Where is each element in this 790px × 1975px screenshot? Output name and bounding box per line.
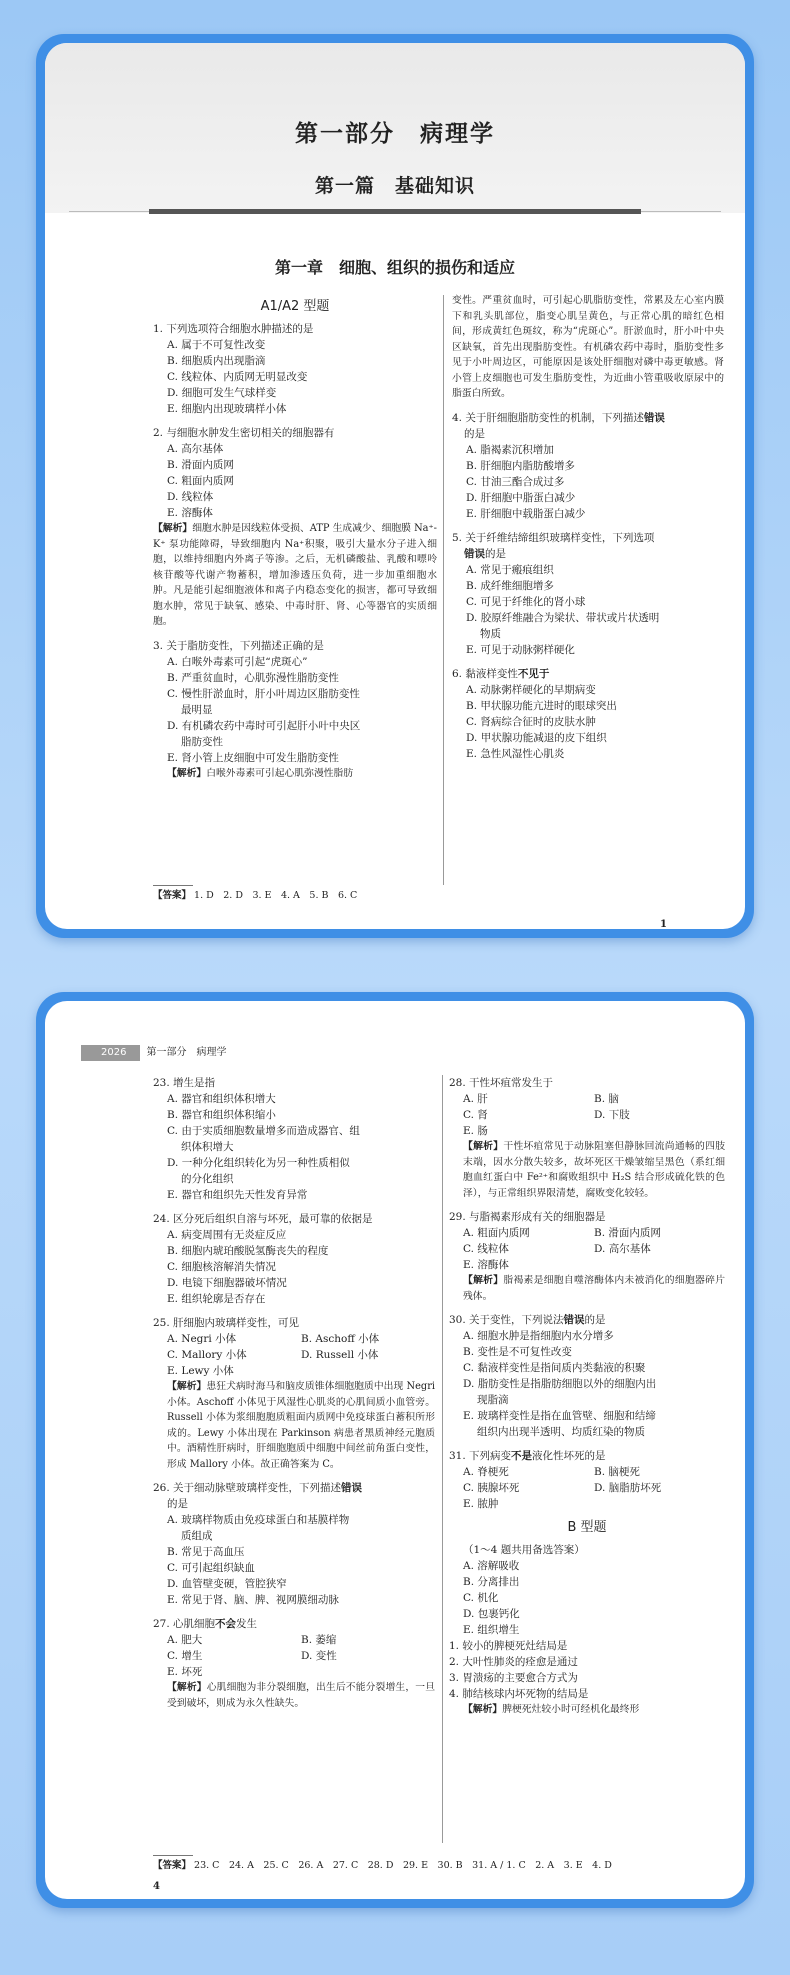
question-stem: 1. 下列选项符合细胞水肿描述的是 [153, 323, 314, 335]
option: E. 细胞内出现玻璃样小体 [167, 403, 287, 415]
explanation-label: 【解析】 [463, 1141, 504, 1152]
answer-label: 【答案】 [153, 890, 192, 901]
option: E. 组织增生 [463, 1624, 520, 1636]
section-title: 第一篇 基础知识 [314, 175, 475, 197]
option-continued: 脂肪变性 [181, 735, 223, 748]
option: B. 细胞质内出现脂滴 [167, 355, 266, 367]
option-continued: 物质 [480, 627, 501, 640]
option: A. 肝 [463, 1093, 488, 1105]
option: D. 包裹钙化 [463, 1608, 520, 1620]
option: A. 脊梗死 [463, 1466, 509, 1478]
question-24 [153, 1211, 435, 1307]
option: A. 玻璃样物质由免疫球蛋白和基膜样物 [167, 1514, 350, 1526]
option: C. 慢性肝淤血时，肝小叶周边区脂肪变性 [167, 687, 360, 700]
option: B. 成纤维细胞增多 [466, 579, 554, 592]
explanation-text: 心肌细胞为非分裂细胞，出生后不能分裂增生，一旦受到破坏，则成为永久性缺失。 [167, 1682, 436, 1709]
option: D. 变性 [301, 1650, 337, 1662]
option: B. 萎缩 [301, 1634, 337, 1646]
question-stem: 5. 关于纤维结缔组织玻璃样变性，下列选项 [452, 531, 655, 544]
option: C. 线粒体 [463, 1243, 509, 1255]
question-stem: 3. 关于脂肪变性，下列描述正确的是 [153, 639, 324, 652]
header-year: 2026 [81, 1045, 140, 1061]
question-25 [153, 1315, 435, 1472]
option: C. 肾 [463, 1109, 488, 1121]
option: E. 器官和组织先天性发育异常 [167, 1189, 308, 1201]
left-column [153, 295, 437, 789]
option: C. 黏液样变性是指间质内类黏液的积聚 [463, 1362, 646, 1374]
option: E. 溶酶体 [167, 507, 213, 519]
option: D. 有机磷农药中毒时可引起肝小叶中央区 [167, 719, 361, 732]
option: A. 常见于瘢痕组织 [466, 563, 554, 576]
question-5 [452, 530, 724, 658]
option: E. 可见于动脉粥样硬化 [466, 643, 575, 656]
option: D. 线粒体 [167, 491, 214, 503]
header-part: 第一部分 病理学 [146, 1047, 227, 1058]
option: C. 增生 [167, 1650, 203, 1662]
option: B. 脑 [594, 1093, 619, 1105]
page-number: 1 [660, 919, 667, 929]
explanation [449, 1139, 725, 1201]
option: E. 玻璃样变性是指在血管壁、细胞和结缔 [463, 1410, 656, 1422]
option: B. 滑面内质网 [167, 459, 234, 471]
page-sheet-2 [45, 1001, 745, 1899]
question-31 [449, 1448, 725, 1512]
question-stem [153, 1616, 435, 1632]
explanation-text: 脾梗死灶较小时可经机化最终形 [502, 1704, 640, 1715]
option: D. 电镜下细胞器破坏情况 [167, 1277, 287, 1289]
option: B. 变性是不可复性改变 [463, 1346, 572, 1358]
answer-rule [153, 885, 193, 886]
option: D. 细胞可发生气球样变 [167, 387, 277, 399]
option: A. 病变周围有无炎症反应 [167, 1229, 287, 1241]
stem-continued: 的是 [167, 1498, 188, 1510]
option: B. 脑梗死 [594, 1466, 640, 1478]
option: C. 可见于纤维化的肾小球 [466, 595, 586, 608]
option-grid [449, 1464, 725, 1512]
explanation-label: 【解析】 [167, 1682, 207, 1693]
b-type-note: （1～4 题共用备选答案） [463, 1544, 585, 1556]
stem-text: 6. 黏液样变性 [452, 667, 518, 680]
page-sheet-1 [45, 43, 745, 929]
answer-values: 23. C 24. A 25. C 26. A 27. C 28. D 29. E 30. B 31. A / 1. C 2. A 3. E 4. D [194, 1860, 612, 1871]
question-stem [452, 666, 724, 682]
option: E. 组织轮廓是否存在 [167, 1293, 266, 1305]
option: A. Negri 小体 [167, 1333, 237, 1345]
option: E. Lewy 小体 [167, 1365, 234, 1377]
option: C. 肾病综合征时的皮肤水肿 [466, 715, 596, 728]
stem-emphasis: 错误 [341, 1482, 363, 1494]
question-stem: 29. 与脂褐素形成有关的细胞器是 [449, 1211, 606, 1223]
option: D. 脂肪变性是指脂肪细胞以外的细胞内出 [463, 1378, 657, 1390]
explanation-text: 患狂犬病时海马和脑皮质锥体细胞胞质中出现 Negri 小体。Aschoff 小体见于风湿性心肌炎的心肌间质小血管旁。Russell 小体为浆细胞胞质粗面内质网中免疫球蛋白蓄积所形成的。Lewy 小体出现在 Parkinson 病患者黑质神经元胞质中。酒精性肝病时，肝细胞胞质中细胞中间丝前角蛋白变性，形成 Mallory 小体。故正确答案为 C。 [167, 1381, 436, 1470]
option: D. 下肢 [594, 1109, 630, 1121]
question-29 [449, 1209, 725, 1304]
answer-key [153, 1857, 612, 1871]
option: A. 器官和组织体积增大 [167, 1093, 276, 1105]
option: C. 机化 [463, 1592, 499, 1604]
question-6 [452, 666, 724, 762]
explanation-text: 脂褐素是细胞自噬溶酶体内未被消化的细胞器碎片残体。 [463, 1275, 726, 1302]
question-stem: 28. 干性坏疽常发生于 [449, 1077, 554, 1089]
explanation [153, 1379, 435, 1472]
answer-label: 【答案】 [153, 1860, 192, 1871]
b-question: 2. 大叶性肺炎的痊愈是通过 [449, 1656, 578, 1668]
title-rule-right [641, 211, 721, 212]
page-card-1 [36, 34, 754, 938]
option: B. 甲状腺功能亢进时的眼球突出 [466, 699, 617, 712]
option-continued: 组织内出现半透明、均质红染的物质 [477, 1426, 645, 1438]
option: C. 细胞核溶解消失情况 [167, 1261, 276, 1273]
left-column [153, 1075, 435, 1719]
stem-emphasis: 不见于 [517, 667, 550, 680]
stem-emphasis: 错误 [464, 547, 485, 560]
option: D. 脑脂肪坏死 [594, 1482, 662, 1494]
option: D. 高尔基体 [594, 1243, 651, 1255]
option: A. 肥大 [167, 1634, 203, 1646]
stem-text: 26. 关于细动脉壁玻璃样变性，下列描述 [153, 1482, 342, 1494]
stem-text: 27. 心肌细胞 [153, 1618, 216, 1630]
question-stem [449, 1312, 725, 1328]
chapter-title: 第一章 细胞、组织的损伤和适应 [274, 258, 515, 277]
option: B. 细胞内琥珀酸脱氢酶丧失的程度 [167, 1245, 329, 1257]
answer-key [153, 887, 357, 901]
title-rule [149, 209, 641, 214]
title-rule-left [69, 211, 149, 212]
question-28 [449, 1075, 725, 1201]
question-26 [153, 1480, 435, 1608]
option: C. 可引起组织缺血 [167, 1562, 255, 1574]
page-number: 4 [153, 1881, 160, 1892]
stem-continued [452, 546, 724, 562]
question-23 [153, 1075, 435, 1203]
question-4 [452, 410, 724, 522]
answer-rule [153, 1855, 193, 1856]
b-type-group [449, 1542, 725, 1718]
answer-values: 1. D 2. D 3. E 4. A 5. B 6. C [194, 890, 358, 901]
type-heading: A1/A2 型题 [260, 299, 330, 314]
question-3 [153, 638, 437, 782]
column-divider [442, 1075, 443, 1843]
stem-emphasis: 不会 [215, 1618, 237, 1630]
option: B. 分离排出 [463, 1576, 520, 1588]
option: A. 粗面内质网 [463, 1227, 530, 1239]
stem-text: 4. 关于肝细胞脂肪变性的机制，下列描述 [452, 411, 644, 424]
option: E. 溶酶体 [463, 1259, 509, 1271]
question-stem [449, 1448, 725, 1464]
question-1 [153, 321, 437, 417]
explanation-text: 细胞水肿是因线粒体受损、ATP 生成减少、细胞膜 Na⁺-K⁺ 泵功能障碍，导致细胞内 Na⁺积聚，吸引大量水分子进入细胞，以维持细胞内外离子等渗。之后，无机磷酸盐、乳酸和嘌呤核苷酸等代谢产物蓄积，增加渗透压负荷，进一步加重细胞水肿。凡是能引起细胞液体和离子内稳态变化的损害，都可导致细胞水肿，常见于缺氧、感染、中毒时肝、肾、心等器官的实质细胞。 [153, 523, 437, 627]
explanation-label: 【解析】 [463, 1275, 504, 1286]
option-continued: 织体积增大 [181, 1141, 234, 1153]
option: E. 脓肿 [463, 1498, 499, 1510]
stem-text: 30. 关于变性，下列说法 [449, 1314, 564, 1326]
option-continued: 最明显 [181, 703, 213, 716]
part-title: 第一部分 病理学 [295, 121, 495, 147]
question-stem: 23. 增生是指 [153, 1077, 216, 1089]
option-continued: 的分化组织 [181, 1173, 234, 1185]
question-27 [153, 1616, 435, 1711]
option: A. 白喉外毒素可引起“虎斑心” [167, 655, 308, 668]
page-card-2 [36, 992, 754, 1908]
explanation [449, 1273, 725, 1304]
explanation [449, 1702, 725, 1718]
option: B. 肝细胞内脂肪酸增多 [466, 459, 575, 472]
explanation-continued: 变性。严重贫血时，可引起心肌脂肪变性，常累及左心室内膜下和乳头肌部位，脂变心肌呈黄色，与正常心肌的暗红色相间，形成黄红色斑纹，称为“虎斑心”。肝淤血时，肝小叶中央区缺氧，首先出现脂肪变性。有机磷农药中毒时，脂肪变性多见于小叶周边区，可能原因是该处肝细胞对磷中毒更敏感。肾小管上皮细胞也可发生脂肪变性，为近曲小管重吸收原尿中的脂蛋白所致。 [452, 295, 724, 399]
option: A. 动脉粥样硬化的早期病变 [466, 683, 596, 696]
stem-continued: 的是 [464, 427, 485, 440]
option: B. 常见于高血压 [167, 1546, 245, 1558]
running-header [81, 1045, 681, 1061]
option-grid [153, 1331, 435, 1379]
explanation [153, 1680, 435, 1711]
right-column [452, 293, 724, 770]
option: D. 血管壁变硬，管腔狭窄 [167, 1578, 287, 1590]
question-stem: 25. 肝细胞内玻璃样变性，可见 [153, 1317, 300, 1329]
option: E. 常见于肾、脑、脾、视网膜细动脉 [167, 1594, 339, 1606]
option-grid [153, 1632, 435, 1680]
stem-text: 的是 [584, 1314, 606, 1326]
question-30 [449, 1312, 725, 1440]
option-continued: 质组成 [181, 1530, 213, 1542]
option: D. 甲状腺功能减退的皮下组织 [466, 731, 607, 744]
option: E. 肠 [463, 1125, 488, 1137]
option-grid [449, 1091, 725, 1139]
option: C. 甘油三酯合成过多 [466, 475, 565, 488]
option: A. 溶解吸收 [463, 1560, 520, 1572]
stem-text: 的是 [485, 547, 506, 560]
explanation-label: 【解析】 [153, 523, 193, 534]
option: D. 一种分化组织转化为另一种性质相似 [167, 1157, 350, 1169]
b-question: 3. 胃溃疡的主要愈合方式为 [449, 1672, 578, 1684]
option: B. 滑面内质网 [594, 1227, 661, 1239]
option: A. 细胞水肿是指细胞内水分增多 [463, 1330, 614, 1342]
explanation-label: 【解析】 [167, 1381, 207, 1392]
option-continued: 现脂滴 [477, 1394, 509, 1406]
option: C. 胰腺坏死 [463, 1482, 520, 1494]
stem-emphasis: 错误 [643, 411, 665, 424]
option: B. 器官和组织体积缩小 [167, 1109, 276, 1121]
option: C. 粗面内质网 [167, 475, 234, 487]
option: D. 肝细胞中脂蛋白减少 [466, 491, 576, 504]
option: B. Aschoff 小体 [301, 1333, 380, 1345]
option: A. 脂褐素沉积增加 [466, 443, 554, 456]
option: E. 肾小管上皮细胞中可发生脂肪变性 [167, 751, 339, 764]
question-stem: 2. 与细胞水肿发生密切相关的细胞器有 [153, 427, 335, 439]
explanation-label: 【解析】 [463, 1704, 503, 1715]
b-type-heading: B 型题 [567, 1520, 607, 1535]
option: E. 急性风湿性心肌炎 [466, 747, 565, 760]
explanation-text: 白喉外毒素可引起心肌弥漫性脂肪 [206, 767, 354, 779]
option: C. 线粒体、内质网无明显改变 [167, 371, 308, 383]
option: E. 肝细胞中载脂蛋白减少 [466, 507, 586, 520]
stem-text: 31. 下列病变 [449, 1450, 512, 1462]
option: D. Russell 小体 [301, 1349, 379, 1361]
explanation-label: 【解析】 [167, 767, 207, 779]
explanation [153, 766, 437, 782]
option-grid [449, 1225, 725, 1273]
stem-text: 发生 [236, 1618, 258, 1630]
b-question: 1. 较小的脾梗死灶结局是 [449, 1640, 568, 1652]
explanation-text: 干性坏疽常见于动脉阻塞但静脉回流尚通畅的四肢末端，因水分散失较多，故坏死区干燥皱缩呈黑色（系红细胞血红蛋白中 Fe²⁺和腐败组织中 H₂S 结合形成硫化铁的色泽），与正常组织界限清楚，腐败变化较轻。 [463, 1141, 726, 1199]
question-2 [153, 425, 437, 630]
question-stem [153, 1480, 435, 1496]
stem-emphasis: 错误 [563, 1314, 585, 1326]
question-stem [452, 410, 724, 426]
option: A. 高尔基体 [167, 443, 224, 455]
right-column [449, 1075, 725, 1726]
option: E. 坏死 [167, 1666, 203, 1678]
option: C. Mallory 小体 [167, 1349, 247, 1361]
option: A. 属于不可复性改变 [167, 339, 266, 351]
option: C. 由于实质细胞数量增多而造成器官、组 [167, 1125, 360, 1137]
stem-text: 液化性坏死的是 [532, 1450, 606, 1462]
option: D. 胶原纤维融合为梁状、带状或片状透明 [466, 611, 660, 624]
b-question: 4. 肺结核球内坏死物的结局是 [449, 1688, 589, 1700]
stem-emphasis: 不是 [511, 1450, 533, 1462]
explanation [153, 521, 437, 630]
column-divider [443, 295, 444, 885]
question-stem: 24. 区分死后组织自溶与坏死，最可靠的依据是 [153, 1213, 373, 1225]
option: B. 严重贫血时，心肌弥漫性脂肪变性 [167, 671, 339, 684]
